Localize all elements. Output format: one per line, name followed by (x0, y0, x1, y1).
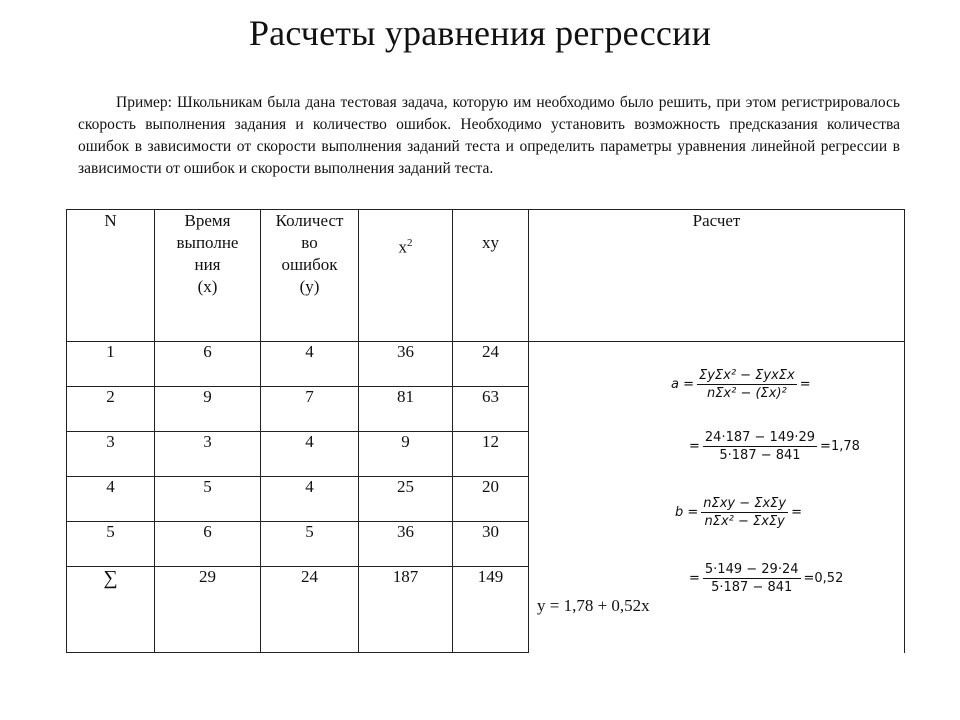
calculation-cell (529, 342, 905, 653)
page-title: Расчеты уравнения регрессии (248, 13, 712, 53)
regression-table (66, 209, 905, 653)
intro-paragraph: Пример: Школьникам была дана тестовая задача, которую им необходимо было решить, при этом регистрировалось скорость выполнения задания и количество ошибок. Необходимо установить возможность предсказания количества ошибок в зависимости от скорости выполнения заданий теста и определить параметры уравнения линейной регрессии в зависимости от ошибок и скорости выполнения заданий теста. (78, 94, 900, 177)
header-time: Время выполне ния (x) (155, 210, 261, 342)
sum-symbol: ∑ (67, 567, 155, 653)
table-header-row (67, 210, 905, 342)
header-calc: Расчет (529, 210, 905, 342)
formula-b-values: = $\frac{5\cdot 149 - 29\cdot 24}{5\cdot 187 - 841}$ =0,52 (689, 562, 844, 595)
regression-equation: y = 1,78 + 0,52x (537, 596, 650, 615)
formula-b: b = $\frac{\text{nΣxy − ΣxΣy}}{\text{nΣx² − ΣxΣy}}$ = (675, 496, 802, 529)
table-row: 4 5 4 25 20 (67, 477, 905, 522)
table-row: 3 3 4 9 12 (67, 432, 905, 477)
header-n: N (67, 210, 155, 342)
header-errors: Количест во ошибок (y) (261, 210, 359, 342)
table-row: 1 6 4 36 24 a = $\frac{\text{ΣyΣx² − ΣyxΣx}}{\text{nΣx² − (Σx)²}}$ = = $\frac{24\cdot 187 - 149\cdot 29}{5\cdot 187 - 841}$ =1,78 b = $\frac{\text{nΣxy − ΣxΣy}}{\text{nΣx² − ΣxΣy}}$ = = $\frac{5\cdot 149 - 29\cdot 24}{5\cdot 187 - 841}$ =0,52 y = 1,78 + 0,52x (67, 342, 905, 387)
table-row: 5 6 5 36 30 (67, 522, 905, 567)
header-xy: xy (453, 210, 529, 342)
sum-row: ∑ 29 24 187 149 (67, 567, 905, 653)
header-x-squared: $x^2$ (359, 210, 453, 342)
formula-a: a = $\frac{\text{ΣyΣx² − ΣyxΣx}}{\text{nΣx² − (Σx)²}}$ = (671, 368, 811, 401)
formula-a-values: = $\frac{24\cdot 187 - 149\cdot 29}{5\cdot 187 - 841}$ =1,78 (689, 430, 860, 463)
table-row: 2 9 7 81 63 (67, 387, 905, 432)
